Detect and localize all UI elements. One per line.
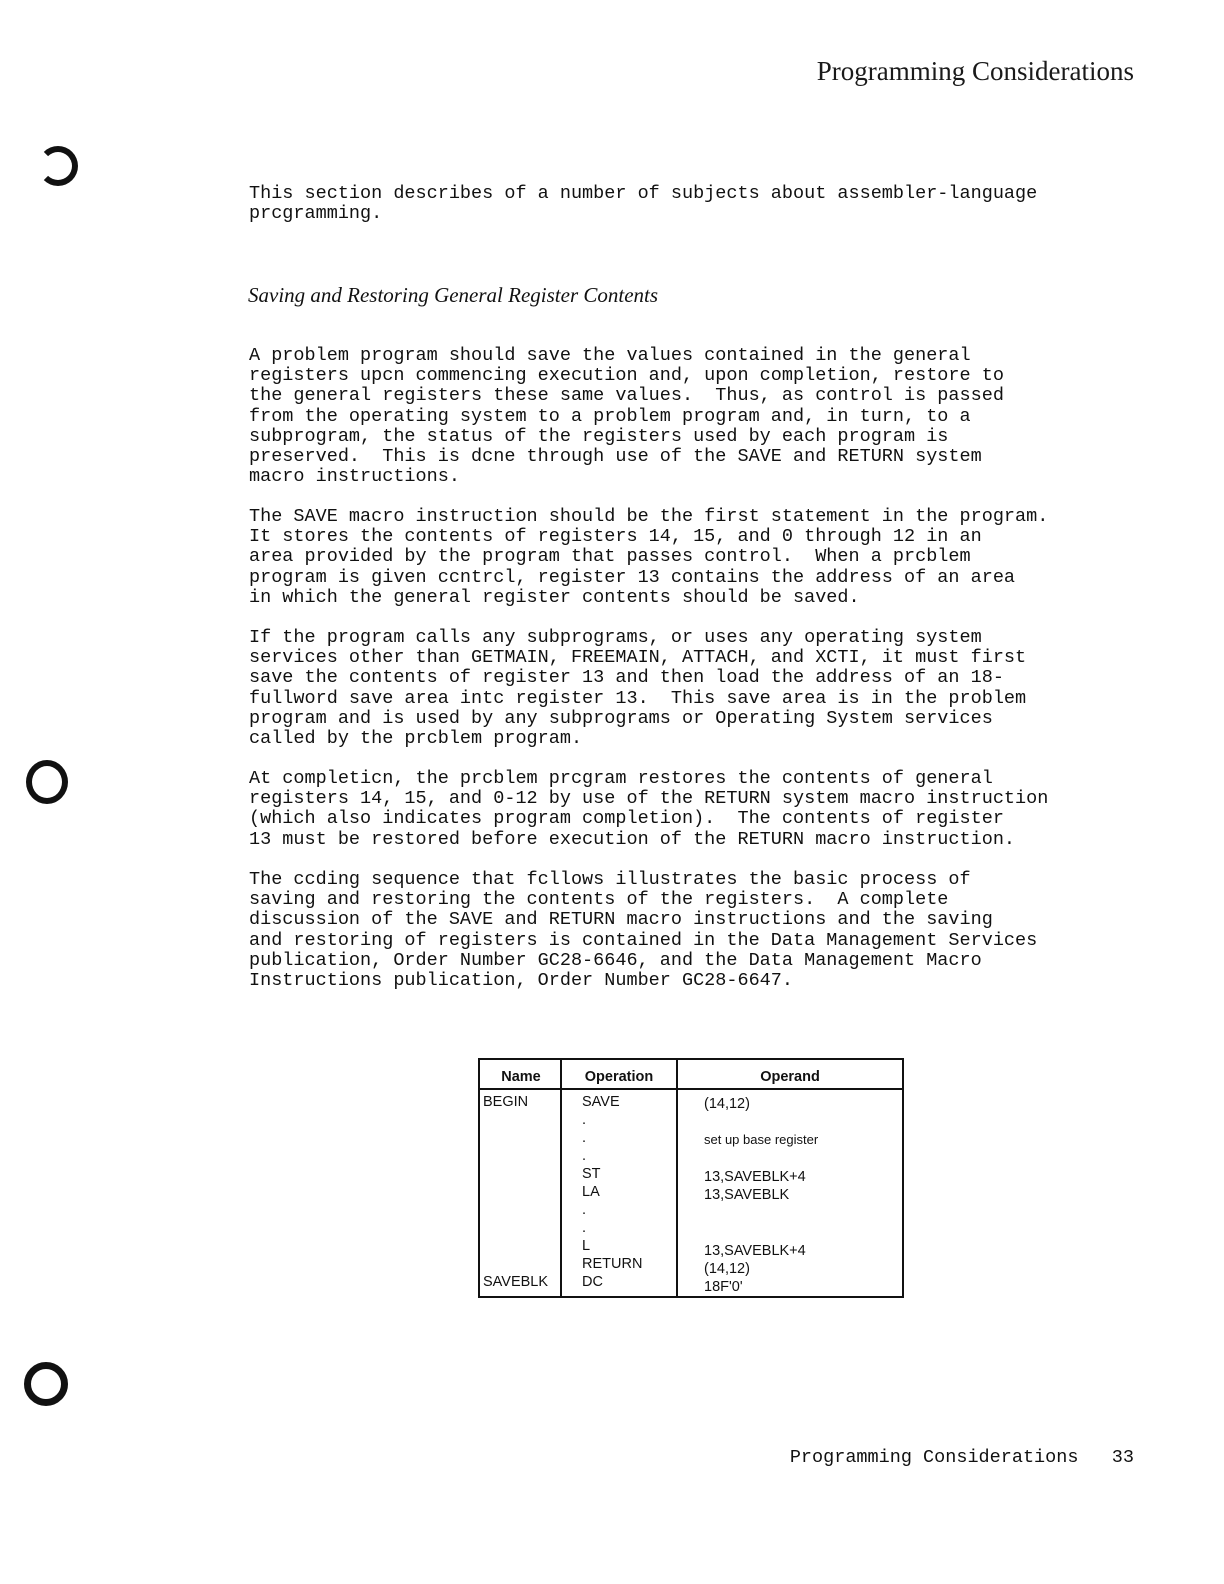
operand-cell: 13,SAVEBLK (704, 1187, 790, 1203)
operand-cell: (14,12) (704, 1261, 750, 1277)
intro-paragraph: This section describes of a number of subjects about assembler-language prcgramming. (249, 183, 1038, 225)
coding-sequence-table (478, 1058, 904, 1298)
footer-title: Programming Considerations (789, 1447, 1079, 1468)
punch-hole-bottom (24, 1362, 68, 1406)
body-paragraph-4: At completicn, the prcblem prcgram restores the contents of general registers 14, 15, and 0-12 by use of the RETURN system macro instruction (which also indicates program completion). The contents of register 13 must be restored before execution of the RETURN macro instruction. (249, 768, 1049, 850)
column-divider (676, 1060, 678, 1296)
page-footer (790, 1447, 1134, 1468)
body-paragraph-2: The SAVE macro instruction should be the first statement in the program. It stores the contents of registers 14, 15, and 0 through 12 in an area provided by the program that passes control. When a prcblem program is given ccntrcl, register 13 contains the address of an area in which the general register contents should be saved. (249, 506, 1049, 608)
operand-cell: (14,12) (704, 1096, 750, 1112)
header-operation: Operation (584, 1069, 654, 1085)
operand-cell: 18F'0' (704, 1279, 743, 1295)
operand-cell: 13,SAVEBLK+4 (704, 1243, 806, 1259)
body-paragraph-1: A problem program should save the values contained in the general registers upcn commencing execution and, upon completion, restore to the general registers these same values. Thus, as control is passed from the operating system to a problem program and, in turn, to a subprogram, the status of the registers used by each program is preserved. This is dcne through use of the SAVE and RETURN system macro instructions. (249, 345, 1004, 488)
page-number: 33 (1111, 1447, 1134, 1468)
name-column: BEGIN SAVEBLK (483, 1094, 549, 1290)
operand-cell: 13,SAVEBLK+4 (704, 1169, 806, 1185)
section-title: Saving and Restoring General Register Contents (248, 283, 659, 307)
punch-hole-middle (26, 760, 68, 804)
header-name: Name (501, 1069, 541, 1085)
operand-comment: set up base register (704, 1132, 819, 1147)
header-operand: Operand (760, 1069, 820, 1085)
body-paragraph-5: The ccding sequence that fcllows illustrates the basic process of saving and restoring the contents of the registers. A complete discussion of the SAVE and RETURN macro instructions and the saving and restoring of registers is contained in the Data Management Services publication, Order Number GC28-6646, and the Data Management Macro Instructions publication, Order Number GC28-6647. (249, 869, 1038, 992)
column-divider (560, 1060, 562, 1296)
running-head: Programming Considerations (816, 56, 1134, 86)
body-paragraph-3: If the program calls any subprograms, or uses any operating system services other than GETMAIN, FREEMAIN, ATTACH, and XCTI, it must first save the contents of register 13 and then load the address of an 18- fullword save area intc register 13. This save area is in the problem program and is used by any subprograms or Operating System services called by the prcblem program. (249, 627, 1027, 750)
punch-hole-top (38, 146, 78, 186)
operation-column: SAVE . . . ST LA . . L RETURN DC (582, 1094, 643, 1290)
